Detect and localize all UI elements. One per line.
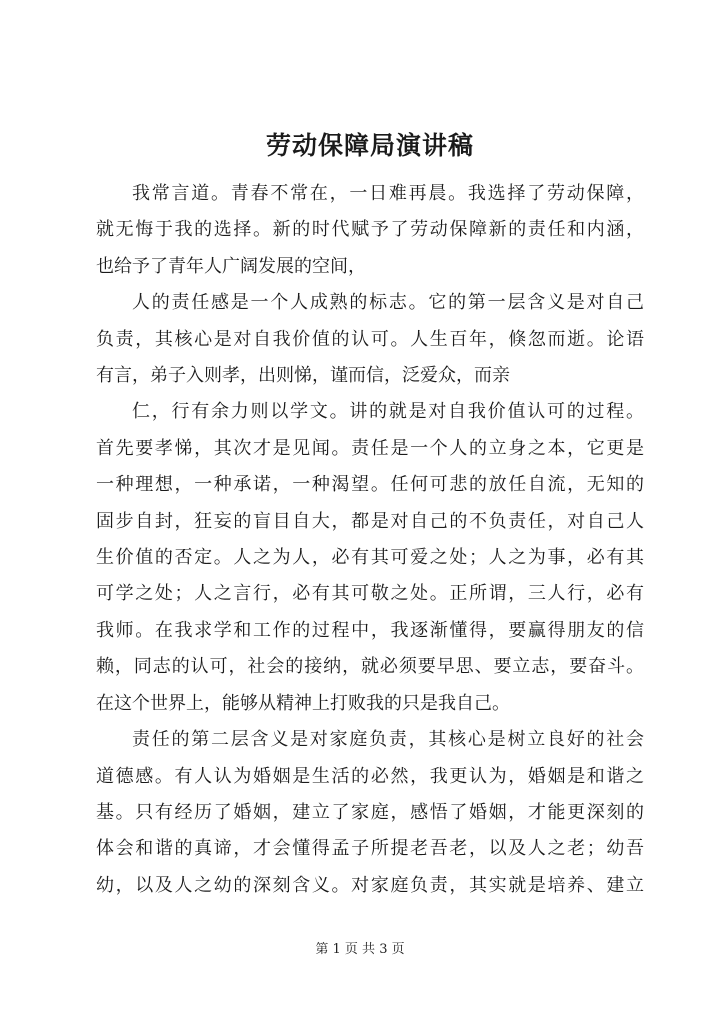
text-line: 就无悔于我的选择。新的时代赋予了劳动保障新的责任和内涵， <box>96 219 644 241</box>
document-title: 劳动保障局演讲稿 <box>265 131 474 160</box>
paragraph-2 <box>96 285 644 394</box>
text-line: 生价值的否定。人之为人，必有其可爱之处；人之为事，必有其 <box>96 547 644 569</box>
text-line: 可学之处；人之言行，必有其可敬之处。正所谓，三人行，必有 <box>96 583 644 605</box>
text-line: 体会和谐的真谛，才会懂得孟子所提老吾老，以及人之老；幼吾 <box>96 838 644 860</box>
paragraph-4 <box>96 722 644 904</box>
text-line: 首先要孝悌，其次才是见闻。责任是一个人的立身之本，它更是 <box>96 437 644 459</box>
text-line: 基。只有经历了婚姻，建立了家庭，感悟了婚姻，才能更深刻的 <box>96 801 644 823</box>
text-line: 负责，其核心是对自我价值的认可。人生百年，倏忽而逝。论语 <box>96 328 644 350</box>
text-line: 我师。在我求学和工作的过程中，我逐渐懂得，要赢得朋友的信 <box>96 619 644 641</box>
text-line: 人的责任感是一个人成熟的标志。它的第一层含义是对自己 <box>132 292 644 314</box>
text-line: 幼，以及人之幼的深刻含义。对家庭负责，其实就是培养、建立 <box>96 874 644 896</box>
document-page <box>96 128 644 904</box>
text-line: 也给予了青年人广阔发展的空间， <box>96 255 366 277</box>
page-footer: 第 1 页 共 3 页 <box>315 942 405 957</box>
text-line: 道德感。有人认为婚姻是生活的必然，我更认为，婚姻是和谐之 <box>96 765 644 787</box>
text-line: 我常言道。青春不常在，一日难再晨。我选择了劳动保障， <box>132 183 644 204</box>
text-line: 固步自封，狂妄的盲目自大，都是对自己的不负责任，对自己人 <box>96 510 644 532</box>
text-line: 一种理想，一种承诺，一种渴望。任何可悲的放任自流，无知的 <box>96 474 644 496</box>
text-line: 有言，弟子入则孝，出则悌，谨而信，泛爱众，而亲 <box>96 365 510 387</box>
paragraph-3 <box>96 394 644 722</box>
text-line: 仁，行有余力则以学文。讲的就是对自我价值认可的过程。 <box>132 401 644 423</box>
paragraph-1 <box>96 176 644 285</box>
text-line: 责任的第二层含义是对家庭负责，其核心是树立良好的社会 <box>132 729 644 751</box>
text-line: 赖，同志的认可，社会的接纳，就必须要早思、要立志，要奋斗。 <box>96 656 644 678</box>
text-line: 在这个世界上，能够从精神上打败我的只是我自己。 <box>96 692 510 714</box>
